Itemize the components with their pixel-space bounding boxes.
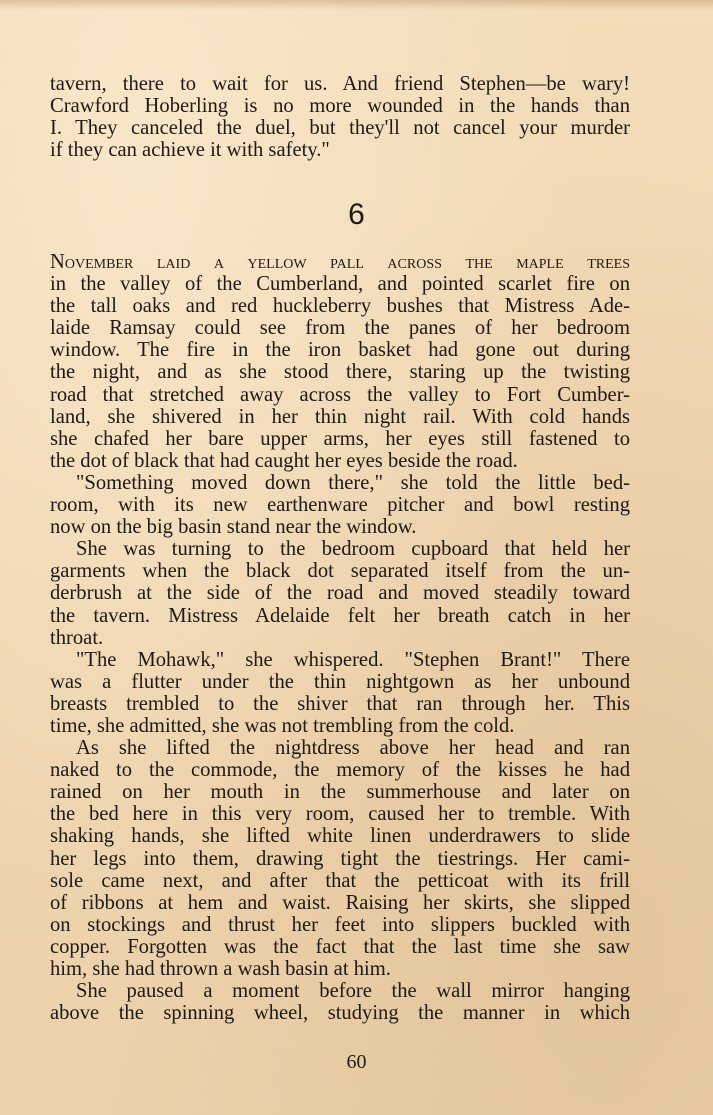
chapter-opening-line: November laid a yellow pall across the maple trees (50, 251, 630, 273)
text-line: rained on her mouth in the summerhouse and later on (50, 781, 630, 804)
text-line: "The Mohawk," she whispered. "Stephen Brant!" There (76, 648, 630, 671)
text-line: now on the big basin stand near the window. (50, 516, 417, 539)
text-line: above the spinning wheel, studying the manner in which (50, 1002, 630, 1025)
text-line: in the valley of the Cumberland, and pointed scarlet fire on (50, 273, 630, 296)
page-number: 60 (346, 1051, 367, 1073)
text-line: tavern, there to wait for us. And friend Stephen—be wary! (50, 73, 630, 95)
text-line: "Something moved down there," she told the little bed- (76, 471, 630, 494)
text-line: on stockings and thrust her feet into slippers buckled with (50, 913, 630, 936)
text-line: the bed here in this very room, caused her to tremble. With (50, 803, 630, 826)
chapter-body (50, 251, 630, 1024)
text-line: copper. Forgotten was the fact that the last time she saw (50, 935, 630, 958)
text-line: road that stretched away across the valley to Fort Cumber- (50, 383, 630, 406)
text-line: She was turning to the bedroom cupboard that held her (76, 538, 630, 561)
text-line: garments when the black dot separated itself from the un- (50, 560, 630, 583)
top-paragraph (50, 73, 630, 161)
text-line: she chafed her bare upper arms, her eyes still fastened to (50, 427, 630, 450)
text-line: if they can achieve it with safety." (50, 139, 330, 162)
text-line: naked to the commode, the memory of the kisses he had (50, 759, 630, 782)
text-line: the dot of black that had caught her eyes beside the road. (50, 449, 518, 472)
text-line: land, she shivered in her thin night rail. With cold hands (50, 405, 630, 428)
text-line: breasts trembled to the shiver that ran through her. This (50, 692, 630, 715)
text-line: of ribbons at hem and waist. Raising her skirts, she slipped (50, 891, 630, 914)
text-line: the tavern. Mistress Adelaide felt her breath catch in her (50, 604, 630, 627)
text-line: As she lifted the nightdress above her head and ran (76, 737, 630, 760)
text-line: the tall oaks and red huckleberry bushes that Mistress Ade- (50, 295, 630, 318)
text-line: shaking hands, she lifted white linen underdrawers to slide (50, 825, 630, 848)
text-line: laide Ramsay could see from the panes of her bedroom (50, 317, 630, 340)
text-line: the night, and as she stood there, staring up the twisting (50, 361, 630, 384)
page-top-edge (0, 0, 713, 10)
text-line: him, she had thrown a wash basin at him. (50, 958, 391, 980)
text-line: room, with its new earthenware pitcher and bowl resting (50, 494, 630, 517)
chapter-number: 6 (348, 198, 365, 231)
text-line: throat. (50, 626, 104, 649)
text-line: her legs into them, drawing tight the tiestrings. Her cami- (50, 847, 630, 870)
text-line: Crawford Hoberling is no more wounded in the hands than (50, 95, 630, 118)
text-line: window. The fire in the iron basket had gone out during (50, 339, 630, 362)
text-line: She paused a moment before the wall mirror hanging (76, 980, 630, 1003)
text-line: derbrush at the side of the road and moved steadily toward (50, 582, 630, 605)
text-line: time, she admitted, she was not trembling from the cold. (50, 714, 515, 737)
text-line: I. They canceled the duel, but they'll not cancel your murder (50, 117, 630, 140)
text-line: was a flutter under the thin nightgown as her unbound (50, 670, 630, 693)
text-line: sole came next, and after that the petticoat with its frill (50, 869, 630, 892)
